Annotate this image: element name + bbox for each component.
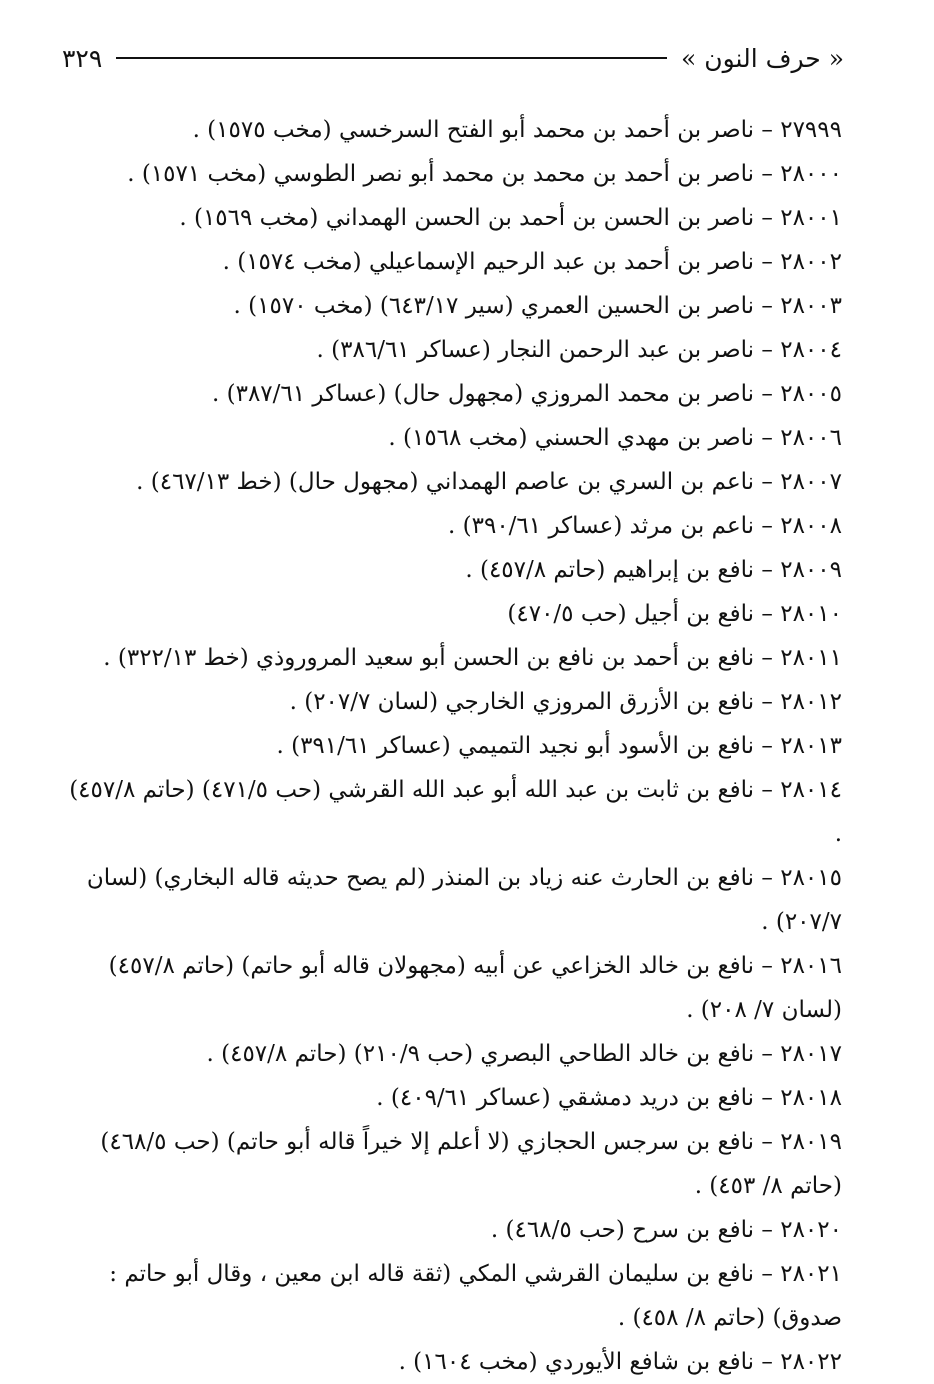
- entry-separator: –: [754, 381, 781, 407]
- entry-separator: –: [754, 689, 781, 715]
- entry-number: ٢٨٠٠٢: [780, 249, 842, 275]
- entry-number: ٢٨٠٠٦: [780, 425, 842, 451]
- chapter-title: « حرف النون »: [681, 43, 844, 73]
- list-item: [60, 372, 842, 416]
- entry-number: ٢٨٠٠٣: [780, 293, 842, 319]
- list-item: [60, 592, 842, 636]
- entry-separator: –: [754, 1349, 781, 1375]
- entry-number: ٢٧٩٩٩: [780, 117, 842, 143]
- entry-separator: –: [754, 645, 781, 671]
- entry-text: ناصر بن أحمد بن عبد الرحيم الإسماعيلي (مخب ١٥٧٤) .: [222, 249, 755, 275]
- entry-separator: –: [754, 865, 781, 891]
- entry-text: نافع بن الحارث عنه زياد بن المنذر (لم يصح حديثه قاله البخاري) (لسان ٢٠٧/٧) .: [86, 865, 842, 935]
- entry-number: ٢٨٠١٣: [780, 733, 842, 759]
- entry-text: نافع بن أجيل (حب ٤٧٠/٥): [507, 601, 755, 627]
- entry-text: نافع بن سرح (حب ٤٦٨/٥) .: [490, 1217, 755, 1243]
- list-item: [60, 328, 842, 372]
- entry-separator: –: [754, 249, 781, 275]
- entry-text: نافع بن خالد الطاحي البصري (حب ٢١٠/٩) (حاتم ٤٥٧/٨) .: [206, 1041, 755, 1067]
- list-item: [60, 284, 842, 328]
- entry-number: ٢٨٠١٤: [780, 777, 842, 803]
- entry-text: نافع بن سليمان القرشي المكي (ثقة قاله ابن معين ، وقال أبو حاتم : صدوق) (حاتم ٨/ ٤٥٨) .: [109, 1261, 842, 1331]
- entry-number: ٢٨٠٠٠: [780, 161, 842, 187]
- entry-number: ٢٨٠١٢: [780, 689, 842, 715]
- entry-separator: –: [754, 953, 781, 979]
- entry-text: ناعم بن السري بن عاصم الهمداني (مجهول حال) (خط ٤٦٧/١٣) .: [136, 469, 755, 495]
- list-item: [60, 504, 842, 548]
- list-item: [60, 1120, 842, 1208]
- entry-list: [60, 108, 842, 1384]
- list-item: [60, 1252, 842, 1340]
- entry-separator: –: [754, 205, 781, 231]
- entry-text: نافع بن ثابت بن عبد الله أبو عبد الله القرشي (حب ٤٧١/٥) (حاتم ٤٥٧/٨) .: [69, 777, 842, 847]
- running-header: [62, 38, 844, 78]
- entry-separator: –: [754, 513, 781, 539]
- entry-number: ٢٨٠١٧: [780, 1041, 842, 1067]
- entry-separator: –: [754, 469, 781, 495]
- entry-text: ناصر بن عبد الرحمن النجار (عساكر ٣٨٦/٦١) .: [316, 337, 755, 363]
- entry-text: نافع بن خالد الخزاعي عن أبيه (مجهولان قاله أبو حاتم) (حاتم ٤٥٧/٨) (لسان ٧/ ٢٠٨) .: [108, 953, 842, 1023]
- entry-text: نافع بن إبراهيم (حاتم ٤٥٧/٨) .: [465, 557, 755, 583]
- entry-number: ٢٨٠١١: [780, 645, 842, 671]
- entry-text: ناصر بن الحسين العمري (سير ٦٤٣/١٧) (مخب ١٥٧٠) .: [233, 293, 755, 319]
- entry-number: ٢٨٠١٠: [780, 601, 842, 627]
- entry-number: ٢٨٠٠٨: [780, 513, 842, 539]
- entry-number: ٢٨٠١٥: [780, 865, 842, 891]
- entry-number: ٢٨٠١٦: [780, 953, 842, 979]
- list-item: [60, 1076, 842, 1120]
- list-item: [60, 944, 842, 1032]
- entry-separator: –: [754, 777, 781, 803]
- page-number: ٣٢٩: [62, 43, 103, 73]
- entry-text: ناعم بن مرثد (عساكر ٣٩٠/٦١) .: [448, 513, 755, 539]
- entry-text: نافع بن الأسود أبو نجيد التميمي (عساكر ٣٩١/٦١) .: [276, 733, 755, 759]
- entry-text: نافع بن شافع الأيوردي (مخب ١٦٠٤) .: [398, 1349, 755, 1375]
- entry-number: ٢٨٠٠٩: [780, 557, 842, 583]
- entry-number: ٢٨٠٠١: [780, 205, 842, 231]
- entry-number: ٢٨٠٢٢: [780, 1349, 842, 1375]
- entry-text: نافع بن دريد دمشقي (عساكر ٤٠٩/٦١) .: [376, 1085, 755, 1111]
- entry-text: ناصر بن أحمد بن محمد بن محمد أبو نصر الطوسي (مخب ١٥٧١) .: [127, 161, 755, 187]
- entry-text: ناصر بن مهدي الحسني (مخب ١٥٦٨) .: [388, 425, 755, 451]
- entry-text: ناصر بن الحسن بن أحمد بن الحسن الهمداني (مخب ١٥٦٩) .: [179, 205, 755, 231]
- list-item: [60, 152, 842, 196]
- list-item: [60, 636, 842, 680]
- entry-text: نافع بن سرجس الحجازي (لا أعلم إلا خيراً قاله أبو حاتم) (حب ٤٦٨/٥) (حاتم ٨/ ٤٥٣) .: [100, 1129, 842, 1199]
- list-item: [60, 460, 842, 504]
- list-item: [60, 680, 842, 724]
- entry-text: نافع بن أحمد بن نافع بن الحسن أبو سعيد المروروذي (خط ٣٢٢/١٣) .: [103, 645, 755, 671]
- entry-separator: –: [754, 557, 781, 583]
- entry-separator: –: [754, 293, 781, 319]
- entry-number: ٢٨٠٢٠: [780, 1217, 842, 1243]
- entry-number: ٢٨٠٠٧: [780, 469, 842, 495]
- entry-separator: –: [754, 1085, 781, 1111]
- entry-number: ٢٨٠٢١: [780, 1261, 842, 1287]
- list-item: [60, 768, 842, 856]
- entry-separator: –: [754, 1129, 781, 1155]
- list-item: [60, 724, 842, 768]
- entry-text: ناصر بن محمد المروزي (مجهول حال) (عساكر ٣٨٧/٦١) .: [211, 381, 755, 407]
- list-item: [60, 416, 842, 460]
- entry-separator: –: [754, 733, 781, 759]
- list-item: [60, 240, 842, 284]
- entry-separator: –: [754, 117, 781, 143]
- entry-text: نافع بن الأزرق المروزي الخارجي (لسان ٢٠٧/٧) .: [289, 689, 755, 715]
- entry-separator: –: [754, 161, 781, 187]
- list-item: [60, 1032, 842, 1076]
- entry-separator: –: [754, 601, 781, 627]
- header-rule: [116, 57, 667, 59]
- entry-separator: –: [754, 1261, 781, 1287]
- list-item: [60, 1208, 842, 1252]
- entry-separator: –: [754, 1041, 781, 1067]
- entry-separator: –: [754, 1217, 781, 1243]
- list-item: [60, 108, 842, 152]
- list-item: [60, 1340, 842, 1384]
- entry-number: ٢٨٠٠٥: [780, 381, 842, 407]
- entry-number: ٢٨٠١٨: [780, 1085, 842, 1111]
- list-item: [60, 196, 842, 240]
- entry-number: ٢٨٠١٩: [780, 1129, 842, 1155]
- entry-number: ٢٨٠٠٤: [780, 337, 842, 363]
- entry-text: ناصر بن أحمد بن محمد أبو الفتح السرخسي (مخب ١٥٧٥) .: [192, 117, 755, 143]
- list-item: [60, 856, 842, 944]
- entry-separator: –: [754, 425, 781, 451]
- entry-separator: –: [754, 337, 781, 363]
- list-item: [60, 548, 842, 592]
